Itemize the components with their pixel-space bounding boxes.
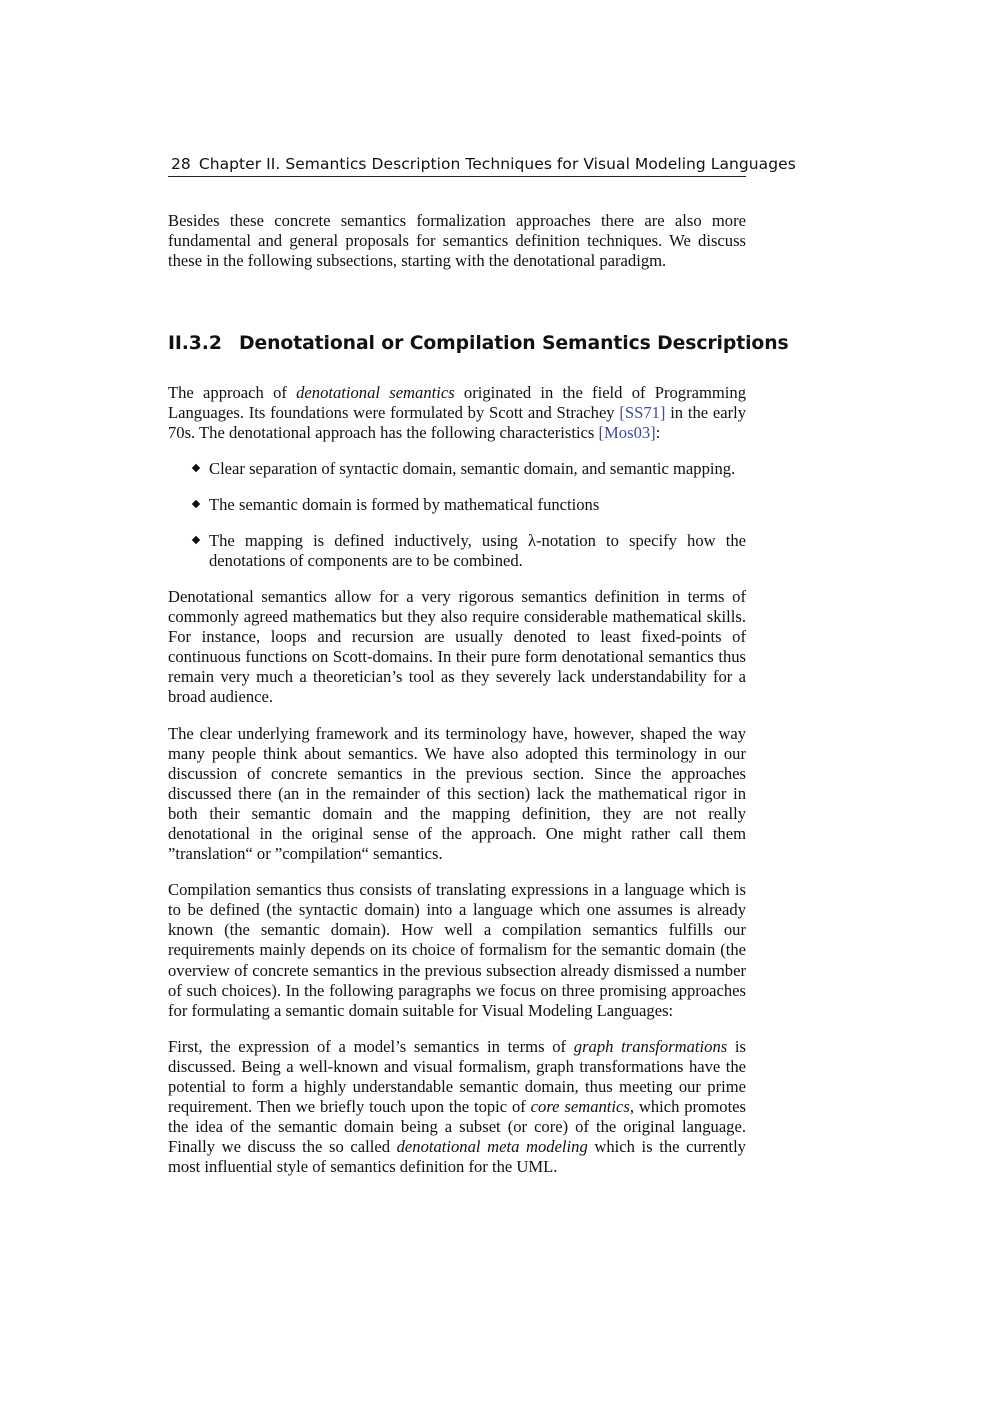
list-item-text: Clear separation of syntactic domain, semantic domain, and semantic mapping. (209, 458, 736, 478)
list-item-text: The semantic domain is formed by mathematical functions (209, 494, 600, 514)
text-run: : (655, 423, 661, 443)
text-run: is discussed. Being a well-known and visual formalism, graph transformations have the potential to form a highly understandable semantic domain, thus meeting our prime requirement. Then we briefly touch upon the topic of (168, 1036, 746, 1117)
citation-ss71[interactable]: [SS71] (619, 403, 666, 423)
section-number: II.3.2 (168, 333, 222, 355)
page-number: 28 (171, 155, 191, 173)
approaches-paragraph (168, 1037, 746, 1178)
emphasis-denotational-meta-modeling: denotational meta modeling (396, 1137, 588, 1157)
chapter-title: Chapter II. Semantics Description Techniques for Visual Modeling Languages (198, 155, 796, 173)
framework-paragraph: The clear underlying framework and its terminology have, however, shaped the way many people think about semantics. We have also adopted this terminology in our discussion of concrete semantics in the previous section. Since the approaches discussed there (an in the remainder of this section) lack the mathematical rigor in both their semantic domain and the mapping definition, they are not really denotational in the original sense of the approach. One might rather call them ”translation“ or ”compilation“ semantics. (168, 723, 746, 864)
list-item (209, 495, 746, 515)
emphasis-denotational-semantics: denotational semantics (296, 383, 455, 403)
bullet-diamond-icon (192, 499, 200, 507)
page (168, 155, 796, 1177)
section-title: Denotational or Compilation Semantics Descriptions (239, 333, 789, 355)
list-item (209, 459, 746, 479)
emphasis-graph-transformations: graph transformations (573, 1036, 728, 1056)
emphasis-core-semantics: core semantics (530, 1097, 630, 1117)
intro-paragraph: Besides these concrete semantics formalization approaches there are also more fundamental and general proposals for semantics definition techniques. We discuss these in the following subsections, starting with the denotational paradigm. (168, 211, 746, 271)
text-run: , which promotes the idea of the semantic domain being a subset (or core) of the original language. Finally we discuss the so called (168, 1097, 746, 1157)
rigor-paragraph: Denotational semantics allow for a very rigorous semantics definition in terms of commonly agreed mathematics but they also require considerable mathematical skills. For instance, loops and recursion are usually denoted to least fixed-points of continuous functions on Scott-domains. In their pure form denotational semantics thus remain very much a theoretician’s tool as they severely lack understandability for a broad audience. (168, 586, 746, 707)
section-heading (168, 333, 789, 355)
running-header (168, 155, 796, 177)
list-item (209, 531, 746, 571)
text-run: which is the currently most influential style of semantics definition for the UML. (168, 1137, 746, 1177)
compilation-paragraph: Compilation semantics thus consists of translating expressions in a language which is to be defined (the syntactic domain) into a language which one assumes is already known (the semantic domain). How well a compilation semantics fulfills our requirements mainly depends on its choice of formalism for the semantic domain (the overview of concrete semantics in the previous subsection already dismissed a number of such choices). In the following paragraphs we focus on three promising approaches for formulating a semantic domain suitable for Visual Modeling Languages: (168, 880, 746, 1020)
bullet-diamond-icon (192, 536, 200, 544)
citation-mos03[interactable]: [Mos03] (598, 423, 656, 443)
text-run: The approach of (168, 383, 297, 403)
denotational-paragraph (168, 383, 746, 443)
text-run: First, the expression of a model’s semantics in terms of (168, 1036, 574, 1056)
characteristics-list (168, 459, 746, 571)
text-run: in the early 70s. The denotational approach has the following characteristics (168, 403, 746, 443)
bullet-diamond-icon (192, 463, 200, 471)
text-run: originated in the field of Programming Languages. Its foundations were formulated by Scott and Strachey (168, 383, 746, 423)
list-item-text: The mapping is defined inductively, using λ-notation to specify how the denotations of components are to be combined. (209, 530, 746, 570)
